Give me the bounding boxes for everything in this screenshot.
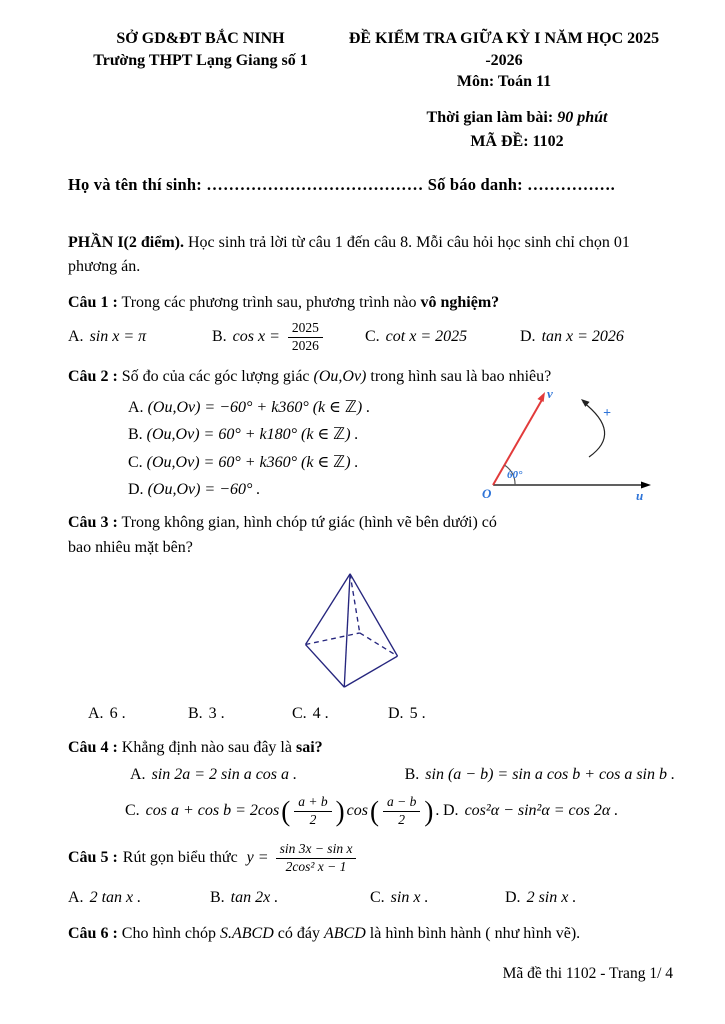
q1-label: Câu 1 : (68, 294, 118, 312)
q4-c-fraction-2 (383, 794, 420, 829)
q4-option-d-label: D. (443, 801, 459, 819)
q2-option-a-math: (Ou,Ov) = −60° + k360° (k ∈ ℤ) . (147, 398, 371, 416)
question-2 (68, 367, 675, 504)
pyramid-figure-wrap (68, 569, 635, 698)
open-paren: ( (369, 795, 379, 827)
question-1-stem (68, 293, 675, 314)
q3-text: Trong không gian, hình chóp tứ giác (hình vẽ bên dưới) có bao nhiêu mặt bên? (68, 513, 497, 557)
q2-text1: Số đo của các góc lượng giác (117, 367, 314, 385)
fraction-numerator: 2025 (288, 320, 323, 338)
q2-text2: trong hình sau là bao nhiêu? (366, 367, 552, 385)
q1-option-b-fraction (288, 320, 323, 355)
q1-option-d (520, 327, 624, 348)
q4-option-a-label: A. (130, 766, 146, 784)
time-limit-value: 90 phút (557, 108, 608, 126)
q1-option-c (365, 327, 520, 348)
q5-lhs: y = (246, 848, 269, 866)
pyramid-base-back-left-hidden (305, 633, 359, 645)
fraction-denominator: 2cos² x − 1 (285, 858, 347, 874)
fraction-numerator: a − b (383, 794, 420, 812)
q4-option-c (125, 794, 443, 829)
pyramid-edge-front (344, 574, 350, 687)
exam-title: ĐỀ KIỂM TRA GIỮA KỲ I NĂM HỌC 2025 -2026 (348, 30, 660, 69)
q5-option-c-label: C. (370, 888, 385, 906)
q3-option-b-label: B. (188, 704, 203, 722)
exam-meta (367, 106, 667, 154)
q1-option-a-math: sin x = π (89, 327, 147, 345)
q1-text: Trong các phương trình sau, phương trình nào (117, 294, 421, 312)
q1-option-d-math: tan x = 2026 (541, 327, 624, 345)
fraction-denominator: 2026 (291, 337, 319, 353)
q4-option-b-label: B. (404, 766, 420, 784)
q3-option-b (188, 704, 292, 725)
angle-value-label: 60° (507, 468, 523, 481)
q2-option-d-math: (Ou,Ov) = −60° . (147, 481, 261, 499)
close-paren: ) (424, 795, 434, 827)
pyramid-edge-right (350, 574, 397, 656)
q6-text1: Cho hình chóp (117, 925, 220, 943)
header (68, 28, 675, 93)
q6-math1: S.ABCD (220, 925, 274, 943)
q3-option-c-label: C. (292, 704, 307, 722)
q4-option-c-suffix: . (435, 801, 440, 819)
q3-option-b-value: 3 . (208, 704, 225, 722)
header-left (68, 28, 333, 93)
fraction-denominator: 2 (309, 811, 317, 827)
q4-option-a-math: sin 2a = 2 sin a cos a . (151, 766, 298, 784)
q3-option-a (88, 704, 188, 725)
rotation-arrow-curve (583, 402, 605, 457)
q2-option-b-math: (Ou,Ov) = 60° + k180° (k ∈ ℤ) . (146, 426, 359, 444)
q2-option-a-label: A. (128, 398, 144, 416)
q5-option-b-label: B. (210, 888, 225, 906)
question-4-answers-row2 (68, 794, 675, 829)
open-paren: ( (281, 795, 291, 827)
q3-option-d (388, 704, 426, 725)
page-footer: Mã đề thi 1102 - Trang 1/ 4 (502, 964, 673, 982)
fraction-numerator: sin 3x − sin x (276, 841, 357, 859)
time-limit-line (367, 106, 667, 130)
angle-diagram-figure (481, 387, 661, 505)
q1-option-a (68, 327, 212, 348)
q2-math: (Ou,Ov) (313, 367, 367, 385)
question-4-answers-row1 (68, 765, 675, 786)
q5-option-c (370, 888, 505, 909)
q6-text3: là hình bình hành ( như hình vẽ). (365, 925, 581, 943)
plus-sign-label: + (603, 405, 611, 421)
q2-label: Câu 2 : (68, 367, 118, 385)
q1-text-bold: vô nghiệm? (420, 294, 500, 312)
q5-text: Rút gọn biểu thức (122, 848, 238, 866)
time-limit-label: Thời gian làm bài: (426, 108, 554, 126)
fraction-numerator: a + b (294, 794, 331, 812)
q6-math2: ABCD (323, 925, 366, 943)
q4-option-a (130, 765, 405, 786)
q1-option-c-math: cot x = 2025 (385, 327, 468, 345)
q2-option-c-label: C. (128, 453, 143, 471)
part1-title: PHẦN I(2 điểm). (68, 234, 184, 252)
pyramid-edge-left (305, 574, 350, 645)
question-3-answers (68, 704, 675, 725)
q4-option-b (405, 765, 675, 786)
q5-option-d-label: D. (505, 888, 521, 906)
q5-option-c-value: sin x . (390, 888, 429, 906)
origin-label: O (482, 485, 492, 501)
pyramid-figure (296, 569, 408, 691)
q3-label: Câu 3 : (68, 513, 118, 531)
q5-option-a-label: A. (68, 888, 84, 906)
q2-option-c-math: (Ou,Ov) = 60° + k360° (k ∈ ℤ) . (146, 453, 359, 471)
q4-option-c-prefix: cos a + cos b = 2cos (145, 801, 280, 819)
student-info-line: Họ và tên thí sinh: ………………………………… Số báo danh: ……………. (68, 174, 615, 194)
q2-option-b-label: B. (128, 426, 143, 444)
q5-option-a (68, 888, 210, 909)
department-name: SỞ GD&ĐT BẮC NINH (116, 30, 285, 47)
q4-option-d-math: cos²α − sin²α = cos 2α . (464, 801, 619, 819)
q4-text: Khẳng định nào sau đây là (117, 739, 296, 757)
q1-option-c-label: C. (365, 327, 380, 345)
question-2-stem (68, 367, 675, 388)
v-ray-arrowhead (537, 392, 545, 402)
q4-label: Câu 4 : (68, 739, 118, 757)
q1-option-b-label: B. (212, 327, 227, 345)
pyramid-base-front-right (344, 656, 397, 687)
q4-option-b-math: sin (a − b) = sin a cos b + cos a sin b . (425, 766, 675, 784)
q5-option-d-value: 2 sin x . (526, 888, 577, 906)
q2-option-d-label: D. (128, 481, 144, 499)
q4-option-c-mid: cos (346, 801, 368, 819)
q3-option-c-value: 4 . (312, 704, 329, 722)
header-right (333, 28, 675, 93)
q4-option-c-label: C. (125, 801, 140, 819)
q5-option-b-value: tan 2x . (230, 888, 279, 906)
q5-option-d (505, 888, 576, 909)
q4-c-fraction-1 (294, 794, 331, 829)
q6-label: Câu 6 : (68, 925, 118, 943)
close-paren: ) (335, 795, 345, 827)
q4-option-d (443, 801, 618, 822)
question-1-answers (68, 320, 675, 355)
q6-text2: có đáy (273, 925, 324, 943)
q5-option-a-value: 2 tan x . (89, 888, 142, 906)
q4-text-bold: sai? (295, 739, 323, 757)
q3-option-d-value: 5 . (409, 704, 426, 722)
q1-option-d-label: D. (520, 327, 536, 345)
v-ray-label: v (547, 386, 553, 401)
pyramid-base-front-left (305, 644, 344, 687)
q5-label: Câu 5 : (68, 848, 118, 866)
exam-code: MÃ ĐỀ: 1102 (470, 132, 564, 150)
question-6-stem (68, 924, 675, 945)
q1-option-a-label: A. (68, 327, 84, 345)
fraction-denominator: 2 (398, 811, 406, 827)
question-5-stem (68, 841, 675, 876)
q5-option-b (210, 888, 370, 909)
q3-option-a-label: A. (88, 704, 104, 722)
u-axis-label: u (636, 487, 644, 503)
exam-subject: Môn: Toán 11 (456, 73, 552, 91)
school-name: Trường THPT Lạng Giang số 1 (93, 51, 308, 69)
q3-option-d-label: D. (388, 704, 404, 722)
part1-desc: Học sinh trả lời từ câu 1 đến câu 8. Mỗi câu hỏi học sinh chỉ chọn 01 phương án. (68, 234, 630, 276)
question-3-stem (68, 510, 500, 561)
q1-option-b-prefix: cos x = (232, 327, 280, 345)
part1-heading (68, 231, 675, 279)
q1-option-b (212, 320, 365, 355)
pyramid-base-back-right-hidden (359, 633, 397, 656)
q3-option-c (292, 704, 388, 725)
q3-option-a-value: 6 . (109, 704, 126, 722)
question-4-stem (68, 738, 675, 759)
q5-fraction (276, 841, 357, 876)
question-5-answers (68, 888, 675, 909)
